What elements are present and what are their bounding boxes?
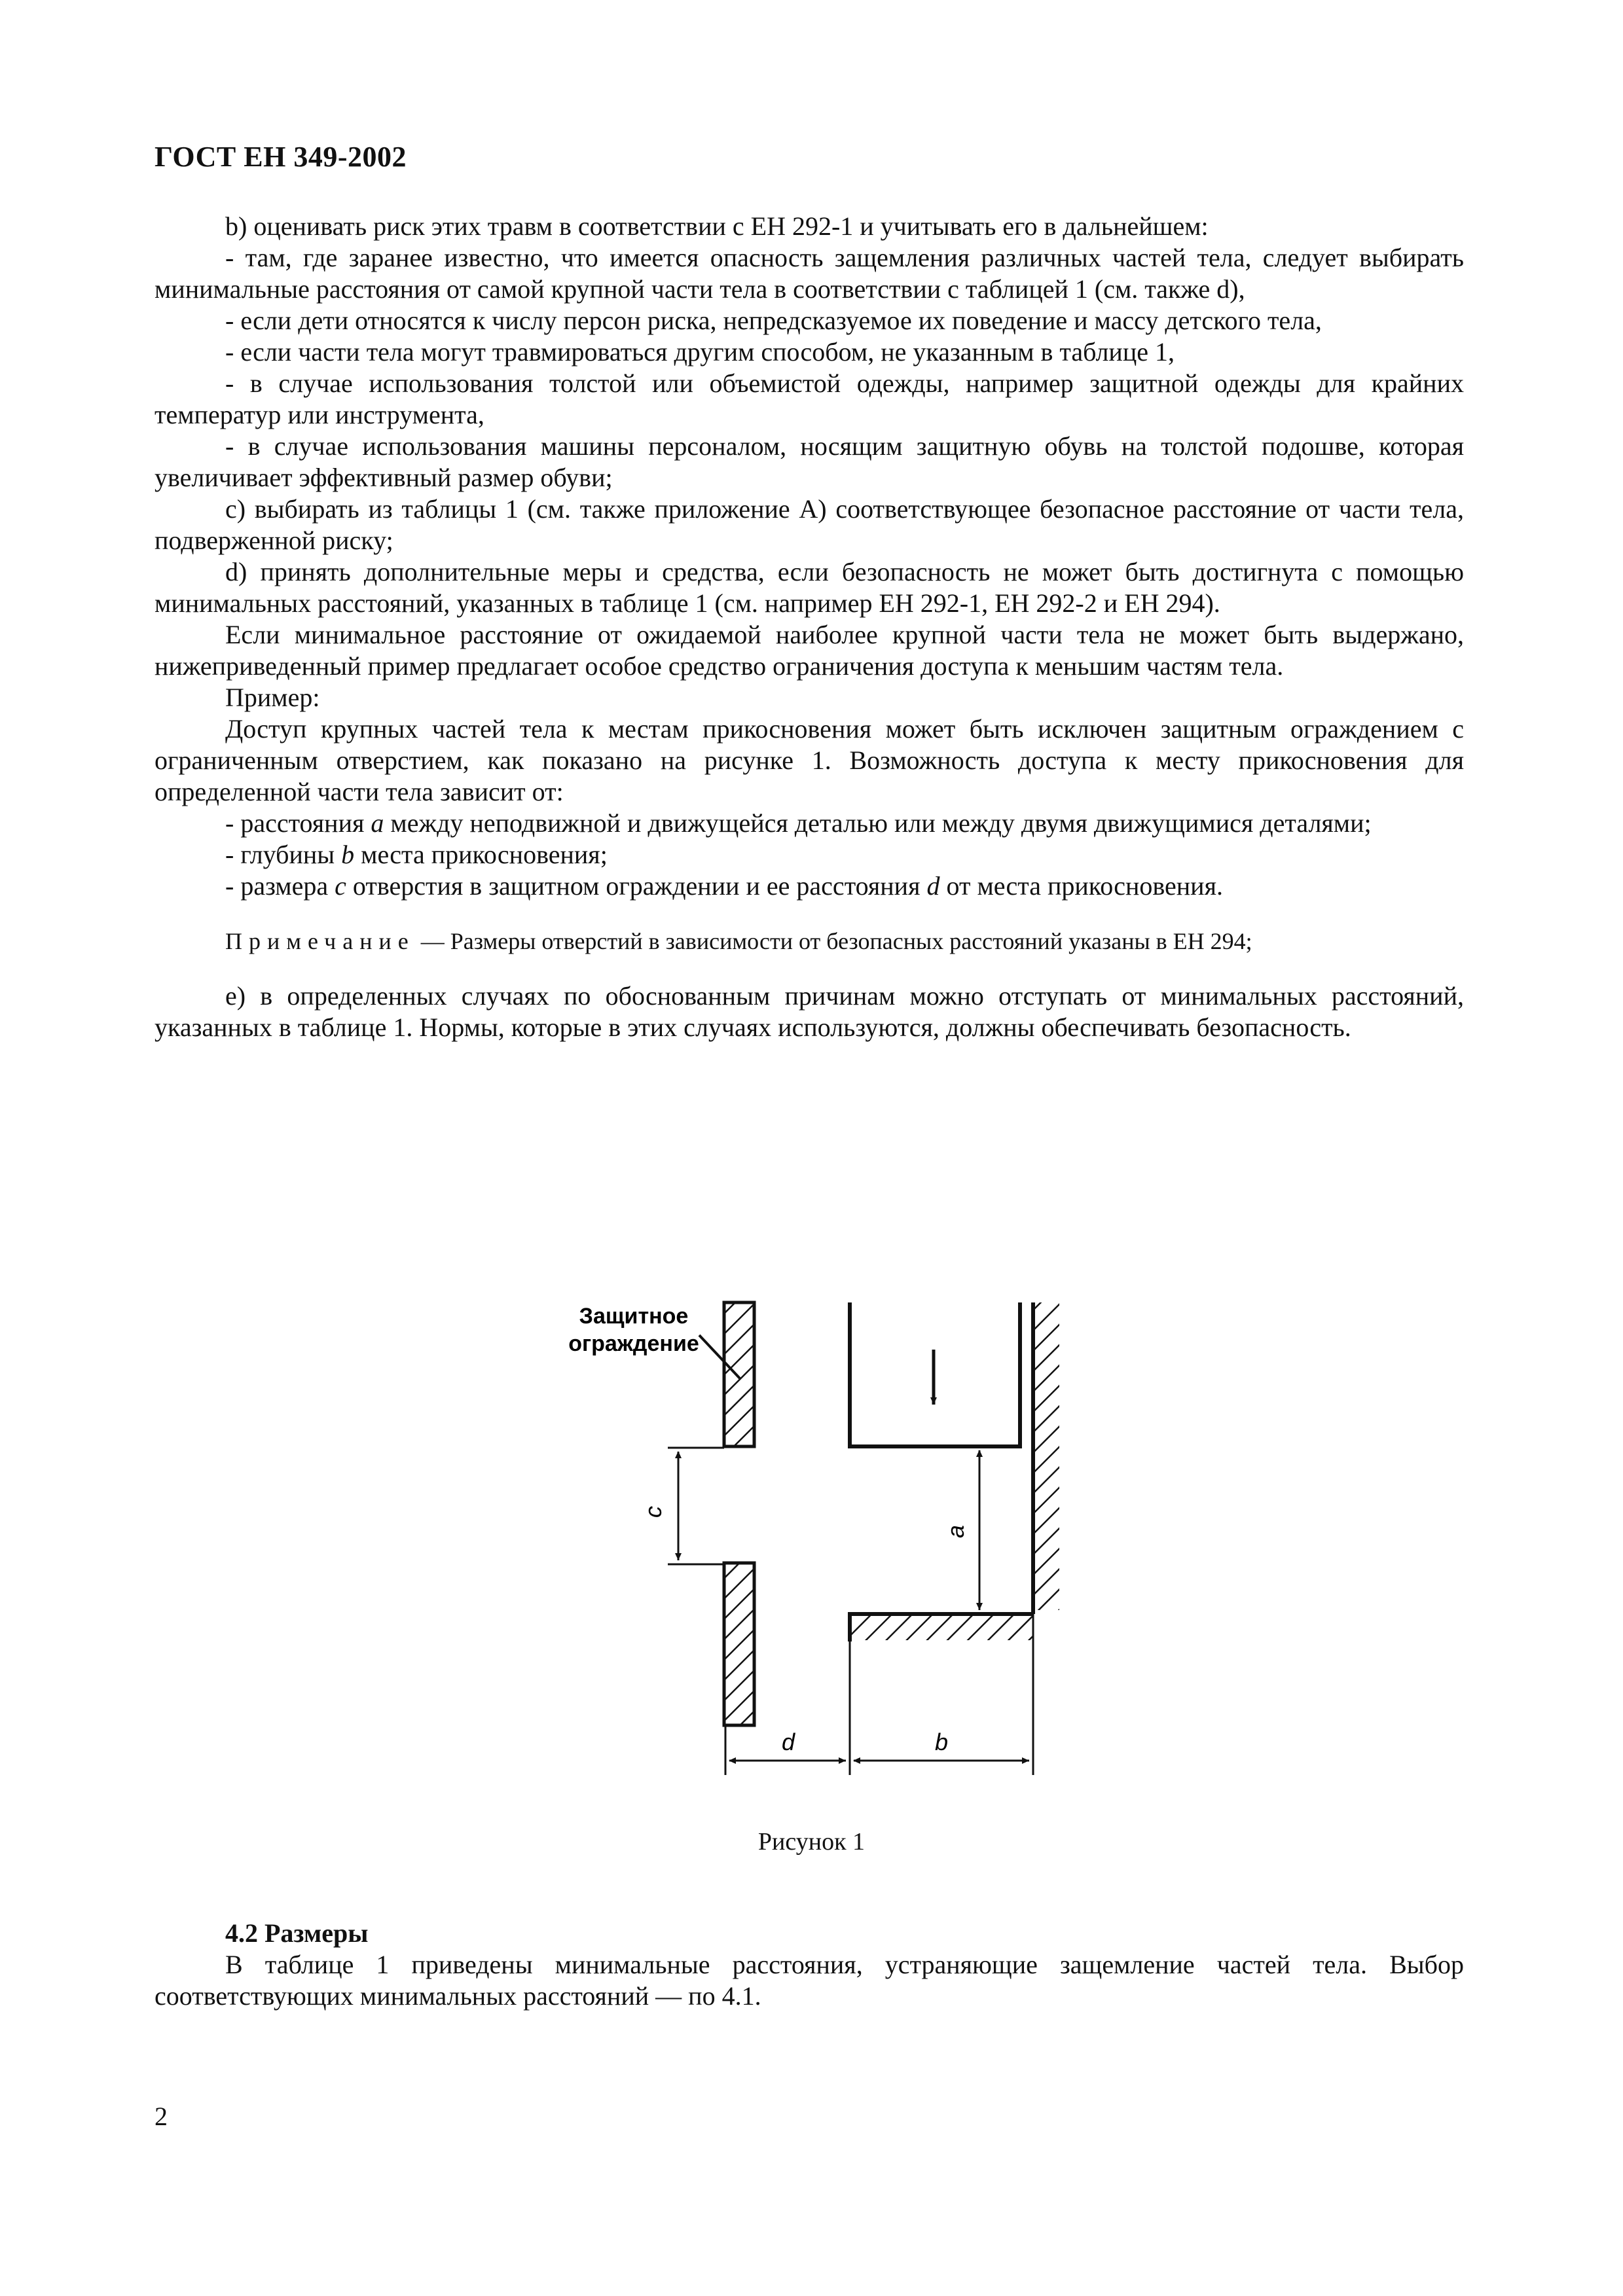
variable-a: a: [371, 808, 384, 838]
list-item-a: [155, 808, 1464, 839]
paragraph: - там, где заранее известно, что имеется опасность защемления различных частей тела, следует выбирать минимальные расстояния от самой крупной части тела в соответствии с таблицей 1 (см. также d),: [155, 243, 1464, 304]
paragraph: c) выбирать из таблицы 1 (см. также приложение А) соответствующее безопасное расстояние от части тела, подверженной риску;: [155, 494, 1464, 555]
paragraph: b) оценивать риск этих травм в соответствии с ЕН 292-1 и учитывать его в дальнейшем:: [225, 211, 1209, 241]
guard-label-line1: Защитное: [579, 1304, 689, 1329]
note-text: Размеры отверстий в зависимости от безопасных расстояний указаны в ЕН 294;: [450, 928, 1252, 954]
paragraph: Доступ крупных частей тела к местам прикосновения может быть исключен защитным ограждением с ограниченным отверстием, как показано на рисунке 1. Возможность доступа к месту прикосновения для определенной части тела зависит от:: [155, 714, 1464, 806]
list-text: - расстояния: [225, 808, 371, 838]
variable-d: d: [926, 871, 940, 901]
fixed-wall: [1033, 1302, 1059, 1610]
fixed-base-edge: [850, 1614, 1033, 1641]
list-text: - размера: [225, 871, 335, 901]
section-text: В таблице 1 приведены минимальные расстояния, устраняющие защемление частей тела. Выбор соответствующих минимальных расстояний — по 4.1.: [155, 1950, 1464, 2011]
paragraph: - в случае использования машины персоналом, носящим защитную обувь на толстой подошве, которая увеличивает эффективный размер обуви;: [155, 431, 1464, 492]
list-text: - глубины: [225, 840, 342, 869]
guard-lower: [724, 1563, 754, 1725]
list-text: отверстия в защитном ограждении и ее расстояния: [346, 871, 927, 901]
note-dash: —: [414, 928, 450, 954]
variable-b: b: [341, 840, 355, 869]
section-title: 4.2 Размеры: [225, 1918, 369, 1948]
section-4-2: [155, 1918, 1464, 2012]
page-header: ГОСТ ЕН 349-2002: [155, 141, 407, 173]
guard-label-line2: ограждение: [568, 1331, 699, 1356]
paragraph: - если части тела могут травмироваться другим способом, не указанным в таблице 1,: [225, 337, 1175, 367]
paragraph: - в случае использования толстой или объемистой одежды, например защитной одежды для крайних температур или инструмента,: [155, 368, 1464, 429]
paragraph: - если дети относятся к числу персон риска, непредсказуемое их поведение и массу детского тела,: [225, 306, 1322, 335]
note-label: Примечание: [225, 928, 415, 954]
fixed-base: [850, 1614, 1033, 1640]
paragraph: Если минимальное расстояние от ожидаемой наиболее крупной части тела не может быть выдержано, нижеприведенный пример предлагает особое средство ограничения доступа к меньшим частям тела.: [155, 620, 1464, 681]
dim-c-label: c: [640, 1506, 666, 1518]
guard-label-leader: [699, 1335, 740, 1378]
dim-a-label: a: [942, 1524, 969, 1539]
list-item-c: [155, 870, 1464, 902]
figure-caption: Рисунок 1: [757, 1828, 866, 1856]
paragraph: d) принять дополнительные меры и средства, если безопасность не может быть достигнута с помощью минимальных расстояний, указанных в таблице 1 (см. например ЕН 292-1, ЕН 292-2 и ЕН 294).: [155, 557, 1464, 618]
paragraph-e: e) в определенных случаях по обоснованным причинам можно отступать от минимальных расстояний, указанных в таблице 1. Нормы, которые в этих случаях используются, должны обеспечивать безопасность.: [155, 981, 1464, 1042]
list-item-b: [155, 839, 1464, 870]
variable-c: c: [335, 871, 346, 901]
dim-d-label: d: [781, 1729, 795, 1755]
page-number: 2: [155, 2102, 168, 2131]
list-text: между неподвижной и движущейся деталью или между двумя движущимися деталями;: [384, 808, 1372, 838]
list-text: от места прикосновения.: [939, 871, 1223, 901]
moving-part: [850, 1302, 1020, 1446]
document-body: [155, 211, 1464, 1043]
note: [155, 925, 1464, 957]
guard-upper: [724, 1302, 754, 1446]
paragraph: Пример:: [225, 683, 320, 712]
dim-b-label: b: [934, 1729, 949, 1755]
list-text: места прикосновения;: [354, 840, 608, 869]
